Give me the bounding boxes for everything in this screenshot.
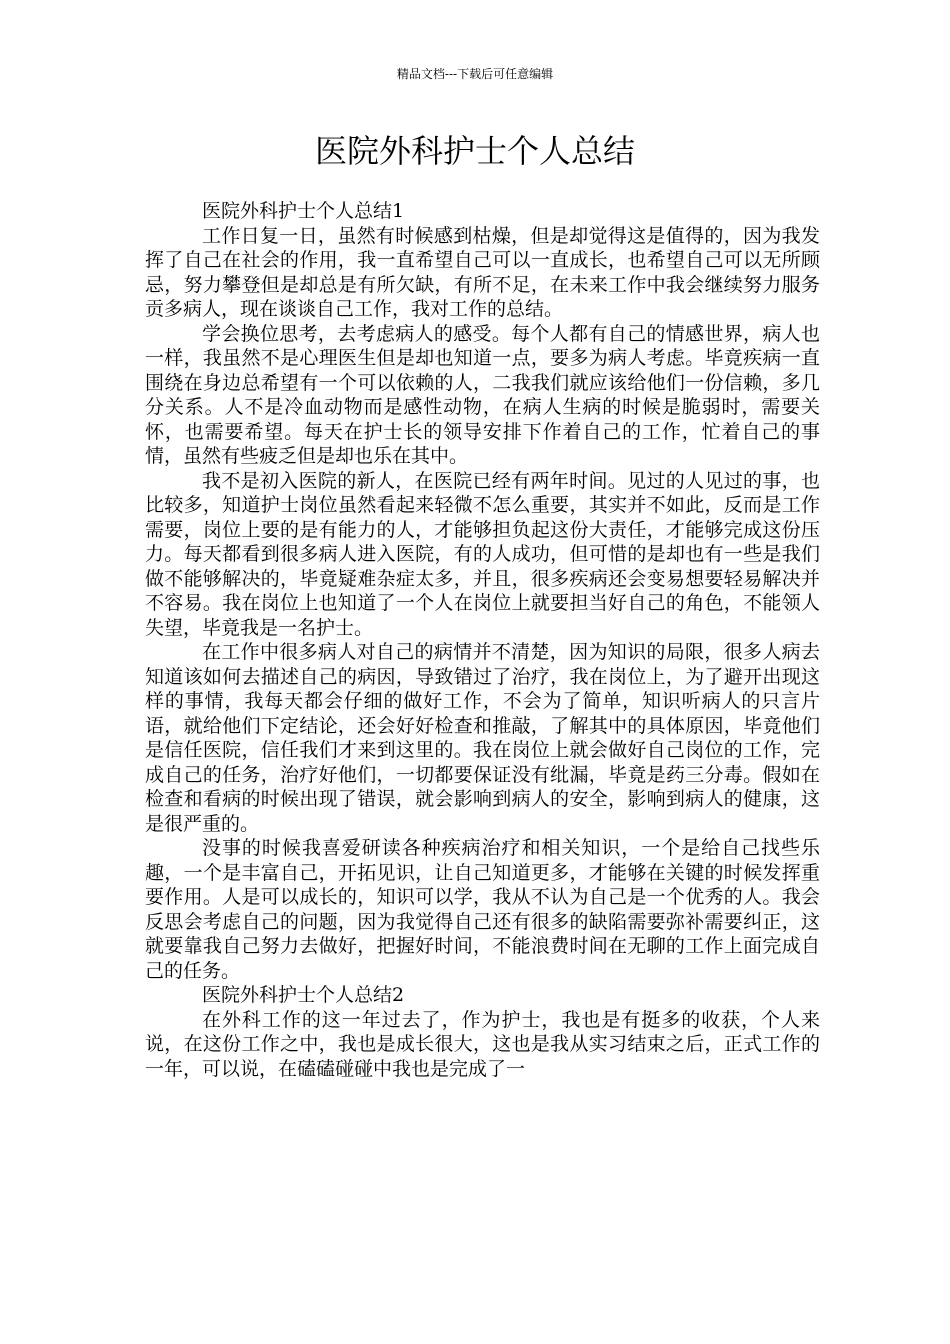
section-heading: 医院外科护士个人总结1 bbox=[202, 200, 405, 222]
header-note: 精品文档---下载后可任意编辑 bbox=[396, 67, 554, 81]
paragraph: 在工作中很多病人对自己的病情并不清楚，因为知识的局限，很多人病去知道该如何去描述自己的病因，导致错过了治疗，我在岗位上，为了避开出现这样的事情，我每天都会仔细的做好工作，不会为了简单，知识听病人的只言片语，就给他们下定结论，还会好好检查和推敲，了解其中的具体原因，毕竟他们是信任医院，信任我们才来到这里的。我在岗位上就会做好自己岗位的工作，完成自己的任务，治疗好他们，一切都要保证没有纰漏，毕竟是药三分毒。假如在检查和看病的时候出现了错误，就会影响到病人的安全，影响到病人的健康，这是很严重的。 bbox=[145, 641, 820, 835]
paragraph: 工作日复一日，虽然有时候感到枯燥，但是却觉得这是值得的，因为我发挥了自己在社会的作用，我一直希望自己可以一直成长，也希望自己可以无所顾忌，努力攀登但是却总是有所欠缺，有所不足，在未来工作中我会继续努力服务贡多病人，现在谈谈自己工作，我对工作的总结。 bbox=[145, 224, 820, 320]
paragraph: 学会换位思考，去考虑病人的感受。每个人都有自己的情感世界，病人也一样，我虽然不是心理医生但是却也知道一点，要多为病人考虑。毕竟疾病一直围绕在身边总希望有一个可以依赖的人，二我我们就应该给他们一份信赖，多几分关系。人不是冷血动物而是感性动物，在病人生病的时候是脆弱时，需要关怀，也需要希望。每天在护士长的领导安排下作着自己的工作，忙着自己的事情，虽然有些疲乏但是却也乐在其中。 bbox=[145, 322, 820, 467]
section-heading: 医院外科护士个人总结2 bbox=[202, 984, 405, 1006]
document-body bbox=[145, 199, 820, 1081]
paragraph: 我不是初入医院的新人，在医院已经有两年时间。见过的人见过的事，也比较多，知道护士岗位虽然看起来轻微不怎么重要，其实并不如此，反而是工作需要，岗位上要的是有能力的人，才能够担负起这份大责任，才能够完成这份压力。每天都看到很多病人进入医院，有的人成功，但可惜的是却也有一些是我们做不能够解决的，毕竟疑难杂症太多，并且，很多疾病还会变易想要轻易解决并不容易。我在岗位上也知道了一个人在岗位上就要担当好自己的角色，不能领人失望，毕竟我是一名护士。 bbox=[145, 469, 820, 639]
page-title: 医院外科护士个人总结 bbox=[314, 132, 635, 170]
paragraph: 在外科工作的这一年过去了，作为护士，我也是有挺多的收获，个人来说，在这份工作之中，我也是成长很大，这也是我从实习结束之后，正式工作的一年，可以说，在磕磕碰碰中我也是完成了一 bbox=[145, 1008, 820, 1080]
paragraph: 没事的时候我喜爱研读各种疾病治疗和相关知识，一个是给自己找些乐趣，一个是丰富自己，开拓见识，让自己知道更多，才能够在关键的时候发挥重要作用。人是可以成长的，知识可以学，我从不认为自己是一个优秀的人。我会反思会考虑自己的问题，因为我觉得自己还有很多的缺陷需要弥补需要纠正，这就要靠我自己努力去做好，把握好时间，不能浪费时间在无聊的工作上面完成自己的任务。 bbox=[145, 837, 820, 982]
